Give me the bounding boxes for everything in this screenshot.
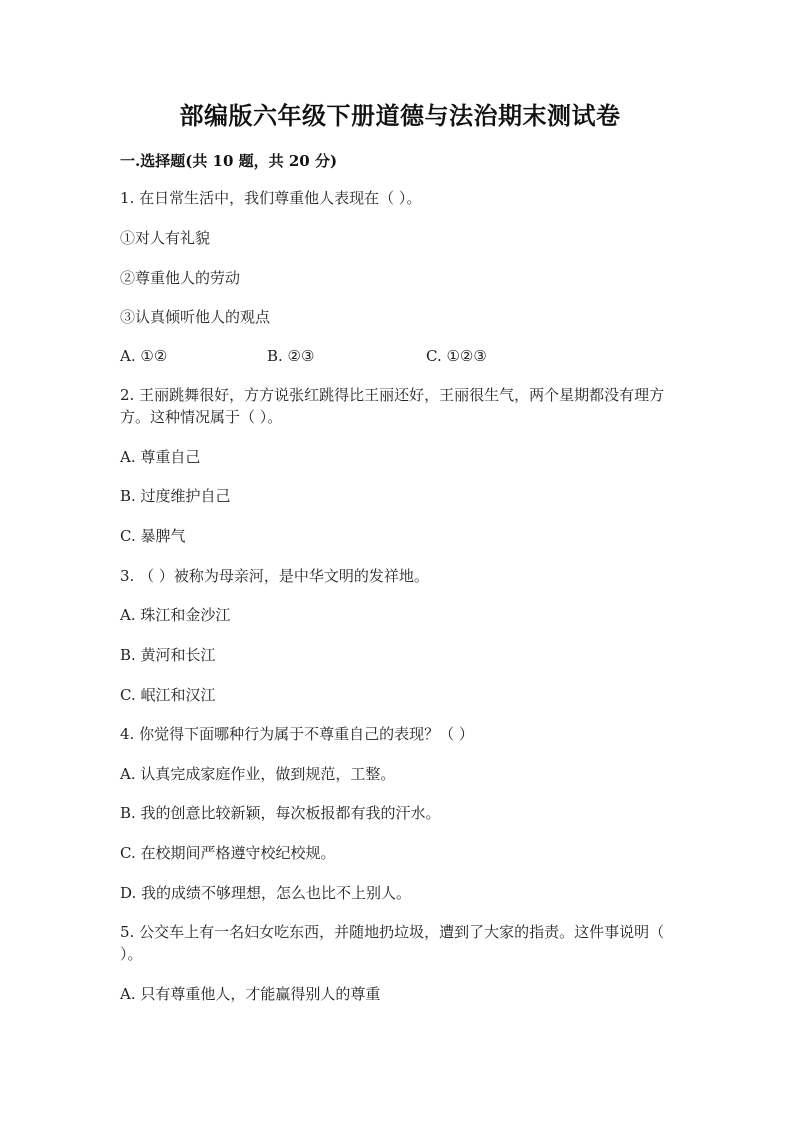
question-4-option-c: C. 在校期间严格遵守校纪校规。 xyxy=(120,844,336,862)
question-1-item-2: ②尊重他人的劳动 xyxy=(120,269,241,287)
question-2-option-c: C. 暴脾气 xyxy=(120,527,186,545)
question-4-stem: 4. 你觉得下面哪种行为属于不尊重自己的表现？（ ） xyxy=(120,725,474,743)
question-3-option-a: A. 珠江和金沙江 xyxy=(120,606,231,624)
question-5-stem: 5. 公交车上有一名妇女吃东西，并随地扔垃圾，遭到了大家的指责。这件事说明（ ）。 xyxy=(120,923,665,963)
question-1-item-1: ①对人有礼貌 xyxy=(120,229,211,247)
question-1-stem: 1. 在日常生活中，我们尊重他人表现在（ ）。 xyxy=(120,189,422,207)
question-3-option-c: C. 岷江和汉江 xyxy=(120,686,216,704)
question-1-option-c: C. ①②③ xyxy=(426,347,487,365)
question-1-option-b: B. ②③ xyxy=(267,347,315,365)
question-4-option-d: D. 我的成绩不够理想，怎么也比不上别人。 xyxy=(120,884,412,902)
question-2-stem: 2. 王丽跳舞很好，方方说张红跳得比王丽还好，王丽很生气，两个星期都没有理方方。这种情况属于（ ）。 xyxy=(120,386,665,426)
document-title: 部编版六年级下册道德与法治期末测试卷 xyxy=(179,101,621,130)
question-2-option-a: A. 尊重自己 xyxy=(120,448,201,466)
question-1-option-a: A. ①② xyxy=(120,347,168,365)
section-heading: 一.选择题(共 10 题，共 20 分) xyxy=(120,152,338,170)
question-5-option-a: A. 只有尊重他人，才能赢得别人的尊重 xyxy=(120,985,381,1003)
question-3-option-b: B. 黄河和长江 xyxy=(120,646,216,664)
question-4-option-b: B. 我的创意比较新颖，每次板报都有我的汗水。 xyxy=(120,804,441,822)
question-1-item-3: ③认真倾听他人的观点 xyxy=(120,308,271,326)
question-2-option-b: B. 过度维护自己 xyxy=(120,487,231,505)
question-4-option-a: A. 认真完成家庭作业，做到规范，工整。 xyxy=(120,765,396,783)
question-3-stem: 3. （ ）被称为母亲河，是中华文明的发祥地。 xyxy=(120,567,429,585)
